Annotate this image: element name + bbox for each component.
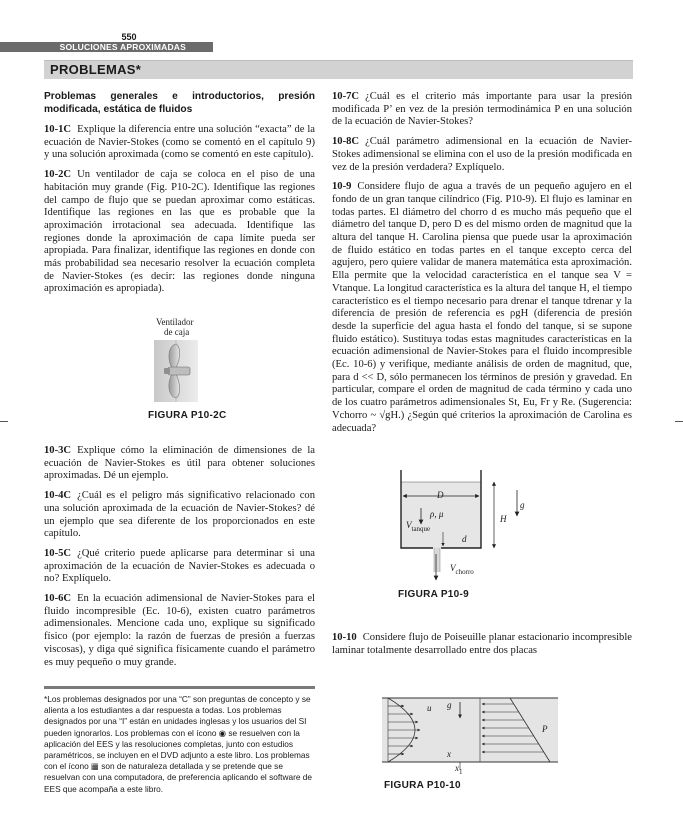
problem-id: 10-5C xyxy=(44,547,72,559)
problem-10-5c xyxy=(44,548,315,586)
problem-10-1c xyxy=(44,124,315,162)
running-header: SOLUCIONES APROXIMADAS xyxy=(0,42,213,52)
section-title: PROBLEMAS* xyxy=(50,62,142,77)
problem-text: Explique la diferencia entre una solución “exacta” de la ecuación de Navier-Stokes (como se comentó en el capítulo 9) y una solución aproximada (como se comentó en este capítulo). xyxy=(44,124,315,161)
problem-10-7c xyxy=(332,91,632,129)
problem-text: En la ecuación adimensional de Navier-Stokes para el fluido incompresible (Ec. 10-6), existen cuatro parámetros adimensionales. Mencione cada uno, explique su significado físico (por ejemplo: la razón de fuerzas de presión a fuerzas viscosas), y diga qué significa físicamente cuando el parámetro es muy pequeño o muy grande. xyxy=(44,593,315,668)
label-v-tanque: $V_{tanque}$ xyxy=(406,520,431,533)
problem-text: ¿Cuál es el criterio más importante para usar la presión modificada P’ en vez de la presión termodinámica P en una solución de la ecuación de Navier-Stokes? xyxy=(332,91,632,128)
figure-caption: FIGURA P10-2C xyxy=(148,410,227,421)
problem-10-2c xyxy=(44,169,315,296)
problem-text: ¿Cuál parámetro adimensional en la ecuación de Navier-Stokes adimensional se elimina con el uso de la presión modificada en vez de la presión verdadera? Explíquelo. xyxy=(332,136,632,173)
label-rho-mu: ρ, μ xyxy=(430,509,444,519)
box-fan-illustration xyxy=(148,338,204,404)
problem-id: 10-3C xyxy=(44,445,72,456)
problem-id: 10-8C xyxy=(332,136,360,148)
right-column xyxy=(332,91,632,442)
poiseuille-diagram xyxy=(380,694,560,774)
edge-mark-left xyxy=(0,421,8,422)
problem-10-8c xyxy=(332,136,632,174)
left-column-continued xyxy=(44,445,315,676)
footnote: *Los problemas designados por una “C” son preguntas de concepto y se alienta a los estudiantes a dar respuesta a todas. Los problemas designados por una “I” están en unidades inglesas y los usuarios del SI pueden ignorarlos. Los problemas con el ícono ◉ se resuelven con la aplicación del EES y las resoluciones completas, junto con estudios paramétricos, se incluyen en el DVD adjunto a este libro. Los problemas con el ícono ▦ son de naturaleza detallada y se pretende que se resuelvan con una computadora, de preferencia aplicando el software de EES que acompaña a este libro. xyxy=(44,694,312,794)
problem-text: ¿Cuál es el peligro más significativo relacionado con una solución aproximada de la ecuación de Navier-Stokes? dé un ejemplo que sea diferente de los proporcionados en este capítulo. xyxy=(44,490,315,540)
problem-text: ¿Qué criterio puede aplicarse para determinar si una aproximación de la ecuación de Navier-Stokes es adecuada o no? Explíquelo. xyxy=(44,547,315,585)
label-g: g xyxy=(447,700,452,710)
label-v-chorro: $V_{chorro}$ xyxy=(450,563,474,576)
problem-10-4c xyxy=(44,490,315,541)
figure-caption: FIGURA P10-9 xyxy=(398,589,470,600)
problem-id: 10-10 xyxy=(332,632,357,643)
label-u: u xyxy=(427,703,432,713)
problem-10-6c xyxy=(44,593,315,669)
label-D: D xyxy=(437,490,444,500)
problem-id: 10-2C xyxy=(44,169,72,181)
footnote-rule xyxy=(44,686,315,689)
problem-text: Un ventilador de caja se coloca en el piso de una habitación muy grande (Fig. P10-2C). Identifique las regiones del campo de flujo que se puedan aproximar como estáticas. Identifique las regiones en las que es probable que la aproximación irrotacional sea adecuada. Identifique las regiones donde la aproximación de capa límite pueda ser apropiada. Para finalizar, identifique las regiones en donde con más probabilidad sea necesario resolver la ecuación completa de Navier-Stokes (es decir: las regiones donde ninguna aproximación es apropiada). xyxy=(44,169,315,295)
problem-10-9 xyxy=(332,181,632,435)
problem-text: Considere flujo de Poiseuille planar estacionario incompresible laminar totalmente desarrollado entre dos placas xyxy=(332,632,632,656)
problem-id: 10-6C xyxy=(44,593,72,605)
problem-id: 10-4C xyxy=(44,490,72,502)
problem-id: 10-7C xyxy=(332,91,360,102)
figure-caption: FIGURA P10-10 xyxy=(384,780,461,791)
label-x: x xyxy=(447,749,451,759)
fan-label-line2: de caja xyxy=(164,327,190,337)
label-g: g xyxy=(520,500,525,510)
label-d: d xyxy=(462,534,467,544)
label-P: P xyxy=(542,724,548,734)
page-number: 550 xyxy=(121,32,137,42)
problem-10-10 xyxy=(332,632,632,657)
label-H: H xyxy=(500,514,507,524)
problem-id: 10-1C xyxy=(44,124,72,135)
problem-10-3c xyxy=(44,445,315,483)
right-column-continued xyxy=(332,632,632,664)
problem-id: 10-9 xyxy=(332,181,352,193)
problem-text: Considere flujo de agua a través de un pequeño agujero en el fondo de un gran tanque cilíndrico (Fig. P10-9). El flujo es laminar en todas partes. El diámetro del chorro d es mucho más pequeño que el diámetro del tanque D, pero D es del mismo orden de magnitud que la altura del tanque H. Carolina piensa que puede usar la aproximación de fluido estático en todas partes en el tanque excepto cerca del agujero, pero quiere validar de manera matemática esta aproximación. Ella permite que la velocidad característica en el tanque sea V = Vtanque. La longitud característica es la altura del tanque H, el tiempo característico es el tiempo necesario para drenar el tanque tdrenar y la diferencia de presión de referencia es ρgH (diferencia de presión desde la superficie del agua hasta el fondo del tanque, si se supone fluido estático). Sustituya todas estas magnitudes características en la ecuación adimensional de Navier-Stokes para el fluido incompresible (Ec. 10-6) y verifique, mediante análisis de orden de magnitud, que, para d << D, sólo permanecen los términos de presión y gravedad. En particular, compare el orden de magnitud de cada término y cada uno de los cuatro parámetros adimensionales St, Eu, Fr y Re. (Sugerencia: Vchorro ~ √gH.) ¿Según qué criterios la aproximación de Carolina es adecuada? xyxy=(332,181,632,434)
subsection-heading: Problemas generales e introductorios, presión modificada, estática de fluidos xyxy=(44,91,315,115)
left-column xyxy=(44,91,315,303)
problem-text: Explique cómo la eliminación de dimensiones de la ecuación de Navier-Stokes es útil para obtener soluciones aproximadas. Dé un ejemplo. xyxy=(44,445,315,482)
fan-label-line1: Ventilador xyxy=(156,317,194,327)
edge-mark-right xyxy=(675,421,683,422)
label-x1: $x_1$ xyxy=(455,763,463,776)
